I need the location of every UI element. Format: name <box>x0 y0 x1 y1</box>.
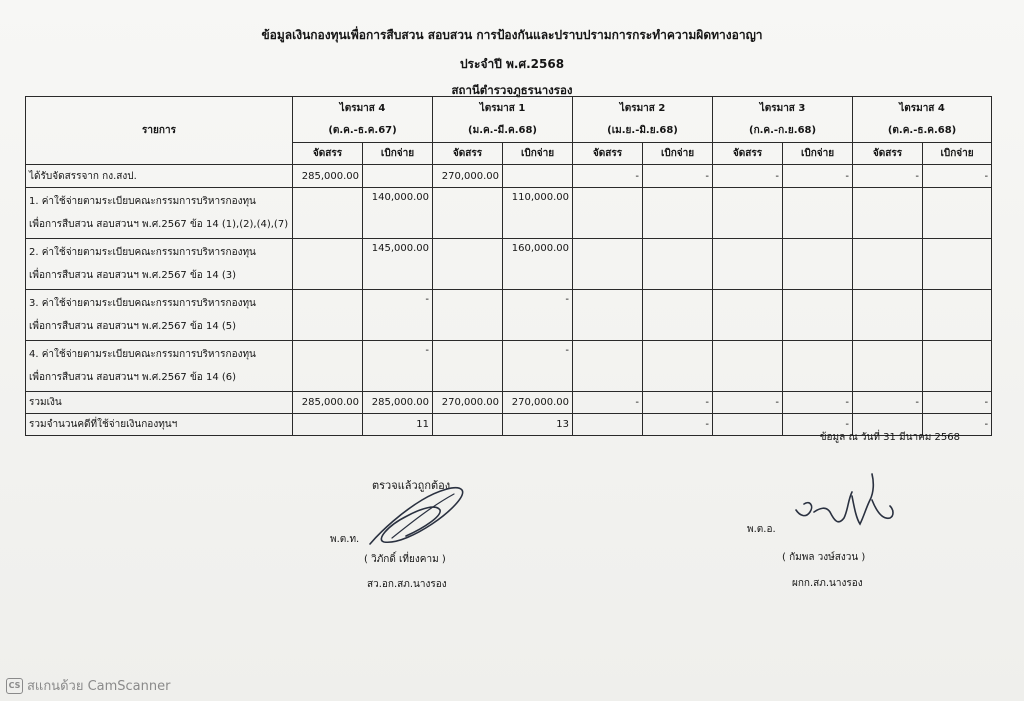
cell-dash: - <box>923 414 992 436</box>
cell-value: 140,000.00 <box>363 188 433 239</box>
cell-value: 285,000.00 <box>293 392 363 414</box>
right-signature-icon <box>790 466 900 546</box>
cell-empty <box>433 414 503 436</box>
cell-empty <box>293 341 363 392</box>
cell-empty <box>293 290 363 341</box>
watermark-text: สแกนด้วย CamScanner <box>27 679 171 694</box>
cell-value: 145,000.00 <box>363 239 433 290</box>
cell-value: 270,000.00 <box>433 165 503 188</box>
cell-empty <box>503 165 573 188</box>
cell-value: 270,000.00 <box>433 392 503 414</box>
cell-dash: - <box>783 165 853 188</box>
as-of-date: ข้อมูล ณ วันที่ 31 มีนาคม 2568 <box>819 432 960 443</box>
cell-empty <box>293 414 363 436</box>
quarter-header: ไตรมาส 4 (ต.ค.-ธ.ค.68) <box>853 97 992 143</box>
cell-dash: - <box>643 165 713 188</box>
spend-header: เบิกจ่าย <box>923 143 992 165</box>
cs-logo-icon: CS <box>6 678 23 694</box>
cell-dash: - <box>923 392 992 414</box>
cell-empty <box>293 239 363 290</box>
cell-value: - <box>503 341 573 392</box>
alloc-header: จัดสรร <box>433 143 503 165</box>
cell-value: - <box>363 290 433 341</box>
fiscal-year: ประจำปี พ.ศ.2568 <box>459 57 565 71</box>
cell-empty <box>433 188 503 239</box>
quarter-header: ไตรมาส 3 (ก.ค.-ก.ย.68) <box>713 97 853 143</box>
cell-dash: - <box>643 392 713 414</box>
cell-empty <box>433 341 503 392</box>
alloc-header: จัดสรร <box>853 143 923 165</box>
cell-value: 160,000.00 <box>503 239 573 290</box>
cell-dash: - <box>783 414 853 436</box>
row-label: 2. ค่าใช้จ่ายตามระเบียบคณะกรรมการบริหารกองทุน เพื่อการสืบสวน สอบสวนฯ พ.ศ.2567 ข้อ 14 (3) <box>26 239 293 290</box>
cell-dash: - <box>573 392 643 414</box>
row-label: 4. ค่าใช้จ่ายตามระเบียบคณะกรรมการบริหารกองทุน เพื่อการสืบสวน สอบสวนฯ พ.ศ.2567 ข้อ 14 (6) <box>26 341 293 392</box>
cell-dash: - <box>783 392 853 414</box>
row-label: รวมจำนวนคดีที่ใช้จ่ายเงินกองทุนฯ <box>26 414 293 436</box>
table-row <box>26 290 992 341</box>
verified-label: ตรวจแล้วถูกต้อง <box>372 479 451 492</box>
alloc-header: จัดสรร <box>293 143 363 165</box>
row-label: 1. ค่าใช้จ่ายตามระเบียบคณะกรรมการบริหารกองทุน เพื่อการสืบสวน สอบสวนฯ พ.ศ.2567 ข้อ 14 (1),(2),(4),(7) <box>26 188 293 239</box>
table-row <box>26 165 992 188</box>
quarter-header: ไตรมาส 4 (ต.ค.-ธ.ค.67) <box>293 97 433 143</box>
cell-dash: - <box>713 392 783 414</box>
cell-empty <box>433 290 503 341</box>
cell-empty <box>573 414 643 436</box>
quarter-header: ไตรมาส 2 (เม.ย.-มิ.ย.68) <box>573 97 713 143</box>
cell-dash: - <box>573 165 643 188</box>
table-row <box>26 188 992 239</box>
cell-dash: - <box>923 165 992 188</box>
header-row-quarters <box>26 97 992 143</box>
right-signer-position: ผกก.สภ.นางรอง <box>792 578 863 589</box>
station-name: สถานีตำรวจภูธรนางรอง <box>451 83 573 97</box>
cell-dash: - <box>713 165 783 188</box>
cell-empty <box>363 165 433 188</box>
spend-header: เบิกจ่าย <box>783 143 853 165</box>
cell-value: 13 <box>503 414 573 436</box>
spend-header: เบิกจ่าย <box>503 143 573 165</box>
cell-empty <box>293 188 363 239</box>
cell-value: 270,000.00 <box>503 392 573 414</box>
row-label: 3. ค่าใช้จ่ายตามระเบียบคณะกรรมการบริหารกองทุน เพื่อการสืบสวน สอบสวนฯ พ.ศ.2567 ข้อ 14 (5) <box>26 290 293 341</box>
cell-dash: - <box>853 392 923 414</box>
left-signer-name: ( วิภักดิ์ เที่ยงคาม ) <box>364 554 446 565</box>
cell-empty <box>433 239 503 290</box>
fund-table <box>25 96 992 436</box>
camscanner-watermark <box>6 675 170 696</box>
item-column-header: รายการ <box>26 97 293 165</box>
total-row <box>26 392 992 414</box>
row-label: รวมเงิน <box>26 392 293 414</box>
alloc-header: จัดสรร <box>573 143 643 165</box>
left-signer-position: สว.อก.สภ.นางรอง <box>367 579 447 590</box>
spend-header: เบิกจ่าย <box>363 143 433 165</box>
left-signer-rank: พ.ต.ท. <box>330 534 360 545</box>
quarter-header: ไตรมาส 1 (ม.ค.-มี.ค.68) <box>433 97 573 143</box>
right-signer-name: ( กัมพล วงษ์สงวน ) <box>782 552 866 563</box>
cell-dash: - <box>643 414 713 436</box>
left-signature-icon <box>362 482 472 552</box>
document-title: ข้อมูลเงินกองทุนเพื่อการสืบสวน สอบสวน การป้องกันและปราบปรามการกระทำความผิดทางอาญา <box>261 28 763 42</box>
row-label: ได้รับจัดสรรจาก กง.สงป. <box>26 165 293 188</box>
cell-value: 285,000.00 <box>363 392 433 414</box>
right-signer-rank: พ.ต.อ. <box>747 524 776 535</box>
cell-value: 285,000.00 <box>293 165 363 188</box>
table-row <box>26 341 992 392</box>
cell-value: - <box>363 341 433 392</box>
cell-value: - <box>503 290 573 341</box>
spend-header: เบิกจ่าย <box>643 143 713 165</box>
alloc-header: จัดสรร <box>713 143 783 165</box>
cell-value: 110,000.00 <box>503 188 573 239</box>
cell-dash: - <box>853 165 923 188</box>
table-row <box>26 239 992 290</box>
cell-value: 11 <box>363 414 433 436</box>
